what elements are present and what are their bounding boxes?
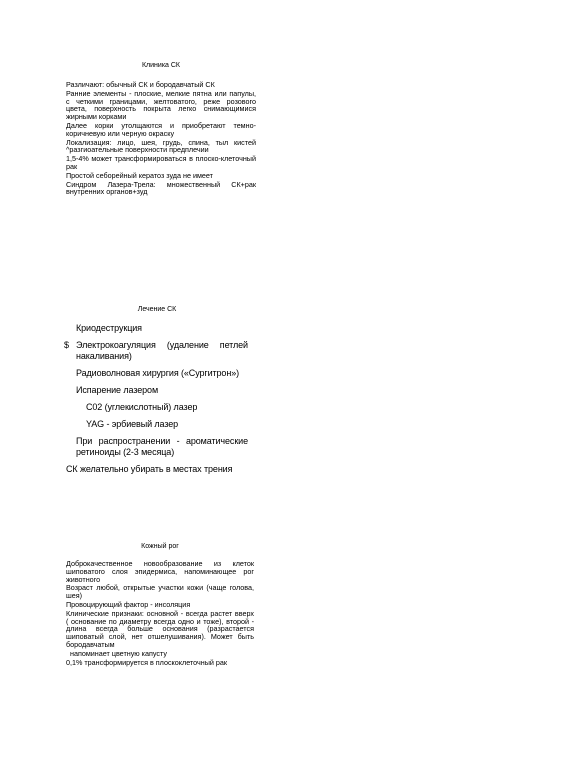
item-text: Электрокоагуляция (удаление петлей накаливания) [76, 340, 248, 361]
item-text: С02 (углекислотный) лазер [86, 402, 198, 412]
list-item [66, 464, 248, 475]
list-item [66, 368, 248, 379]
bullet-mark: $ [64, 340, 69, 350]
slide-treatment [66, 306, 248, 481]
item-text: При распространении - ароматические ретиноиды (2-3 месяца) [76, 436, 248, 457]
list-item [66, 340, 248, 362]
item-text: СК желательно убирать в местах трения [66, 464, 233, 474]
paragraph: Доброкачественное новообразование из клеток шиповатого слоя эпидермиса, напоминающее рог животного [66, 559, 254, 584]
list-item [66, 385, 248, 396]
paragraph: Ранние элементы - плоские, мелкие пятна или папулы, с четкими границами, желтоватого, реже розового цвета, поверхность покрыта легко снимающимися жирными корками [66, 88, 256, 122]
item-text: Радиоволновая хирургия («Сургитрон») [76, 368, 240, 378]
list-item [66, 436, 248, 458]
slide-clinic [66, 62, 256, 197]
paragraph: Простой себорейный кератоз зуда не имеет [66, 170, 213, 180]
paragraph: 1,5-4% может трансформироваться в плоско-клеточный рак [66, 154, 256, 171]
item-text: Испарение лазером [76, 385, 159, 395]
paragraph: 0,1% трансформируется в плоскоклеточный рак [66, 657, 228, 667]
paragraph: Синдром Лазера-Трела: множественный СК+рак внутренних органов+зуд [66, 179, 256, 197]
paragraph: напоминает цветную капусту [70, 648, 167, 658]
slide-title: Кожный рог [141, 543, 179, 550]
slide-title: Лечение СК [137, 306, 177, 313]
paragraph: Различают: обычный СК и бородавчатый СК [66, 80, 215, 89]
paragraph: Локализация: лицо, шея, грудь, спина, тыл кистей ^разгиоательные поверхности предплечии [66, 137, 256, 155]
paragraph: Клинические признаки: основной - всегда растет вверх ( основание по диаметру всегда одно и тоже), второй - длина всегда больше основания (разрастается шиповатый слой, нет отшелушивания). Может быть бородавчатым [66, 608, 254, 649]
list-item [66, 402, 248, 413]
paragraph: Провоцирующий фактор - инсоляция [66, 599, 191, 609]
list-item [66, 419, 248, 430]
list-item [66, 323, 248, 334]
paragraph: Возраст любой, открытые участки кожи (чаще голова, шея) [66, 583, 254, 601]
paragraph: Далее корки утолщаются и приобретают темно- коричневую или черную окраску [66, 120, 256, 138]
item-text: Криодеструкция [76, 323, 142, 333]
item-text: YAG - эрбиевый лазер [86, 419, 179, 429]
slide-title: Клиника СК [141, 62, 181, 69]
slide-cutaneous-horn [66, 543, 254, 667]
